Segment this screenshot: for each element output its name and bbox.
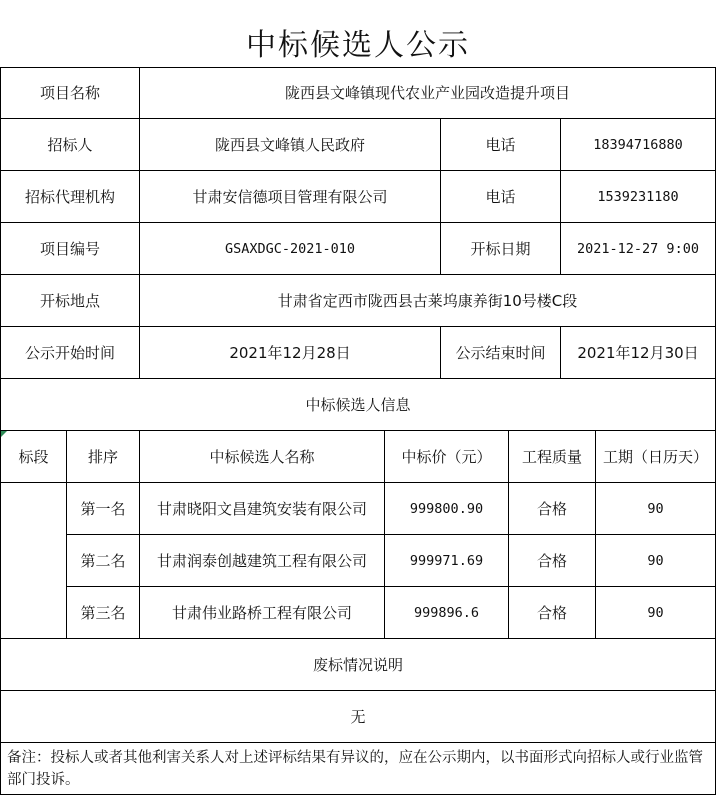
tenderer-phone-value: 18394716880: [560, 118, 716, 171]
project-name-label: 项目名称: [0, 67, 140, 119]
tenderer-phone-label: 电话: [440, 118, 561, 171]
remark-note: 备注：投标人或者其他利害关系人对上述评标结果有异议的，应在公示期内，以书面形式向招标人或行业监管部门投诉。: [0, 742, 716, 795]
quality-cell: 合格: [508, 586, 596, 639]
open-place-label: 开标地点: [0, 274, 140, 327]
duration-cell: 90: [595, 482, 716, 535]
rank-cell: 第一名: [66, 482, 140, 535]
agency-label: 招标代理机构: [0, 170, 140, 223]
agency-value: 甘肃安信德项目管理有限公司: [139, 170, 441, 223]
cell-marker-icon: [1, 431, 7, 437]
header-quality: 工程质量: [508, 430, 596, 483]
duration-cell: 90: [595, 586, 716, 639]
header-lot: 标段: [0, 430, 67, 483]
disqualification-value: 无: [0, 690, 716, 743]
header-rank: 排序: [66, 430, 140, 483]
page-title: 中标候选人公示: [246, 28, 470, 63]
open-place-value: 甘肃省定西市陇西县古莱坞康养街10号楼C段: [139, 274, 716, 327]
candidates-section-title: 中标候选人信息: [0, 378, 716, 431]
agency-phone-value: 1539231180: [560, 170, 716, 223]
quality-cell: 合格: [508, 534, 596, 587]
tenderer-value: 陇西县文峰镇人民政府: [139, 118, 441, 171]
pub-start-label: 公示开始时间: [0, 326, 140, 379]
candidate-name-cell: 甘肃晓阳文昌建筑安装有限公司: [139, 482, 385, 535]
price-cell: 999971.69: [384, 534, 509, 587]
tenderer-label: 招标人: [0, 118, 140, 171]
pub-end-value: 2021年12月30日: [560, 326, 716, 379]
project-name-value: 陇西县文峰镇现代农业产业园改造提升项目: [139, 67, 716, 119]
pub-end-label: 公示结束时间: [440, 326, 561, 379]
price-cell: 999800.90: [384, 482, 509, 535]
quality-cell: 合格: [508, 482, 596, 535]
candidate-name-cell: 甘肃润泰创越建筑工程有限公司: [139, 534, 385, 587]
header-price: 中标价（元）: [384, 430, 509, 483]
price-cell: 999896.6: [384, 586, 509, 639]
rank-cell: 第三名: [66, 586, 140, 639]
agency-phone-label: 电话: [440, 170, 561, 223]
project-no-value: GSAXDGC-2021-010: [139, 222, 441, 275]
project-no-label: 项目编号: [0, 222, 140, 275]
lot-cell: [0, 482, 67, 639]
open-date-value: 2021-12-27 9:00: [560, 222, 716, 275]
open-date-label: 开标日期: [440, 222, 561, 275]
header-duration: 工期（日历天）: [595, 430, 716, 483]
duration-cell: 90: [595, 534, 716, 587]
pub-start-value: 2021年12月28日: [139, 326, 441, 379]
candidate-name-cell: 甘肃伟业路桥工程有限公司: [139, 586, 385, 639]
header-candidate-name: 中标候选人名称: [139, 430, 385, 483]
disqualification-label: 废标情况说明: [0, 638, 716, 691]
rank-cell: 第二名: [66, 534, 140, 587]
